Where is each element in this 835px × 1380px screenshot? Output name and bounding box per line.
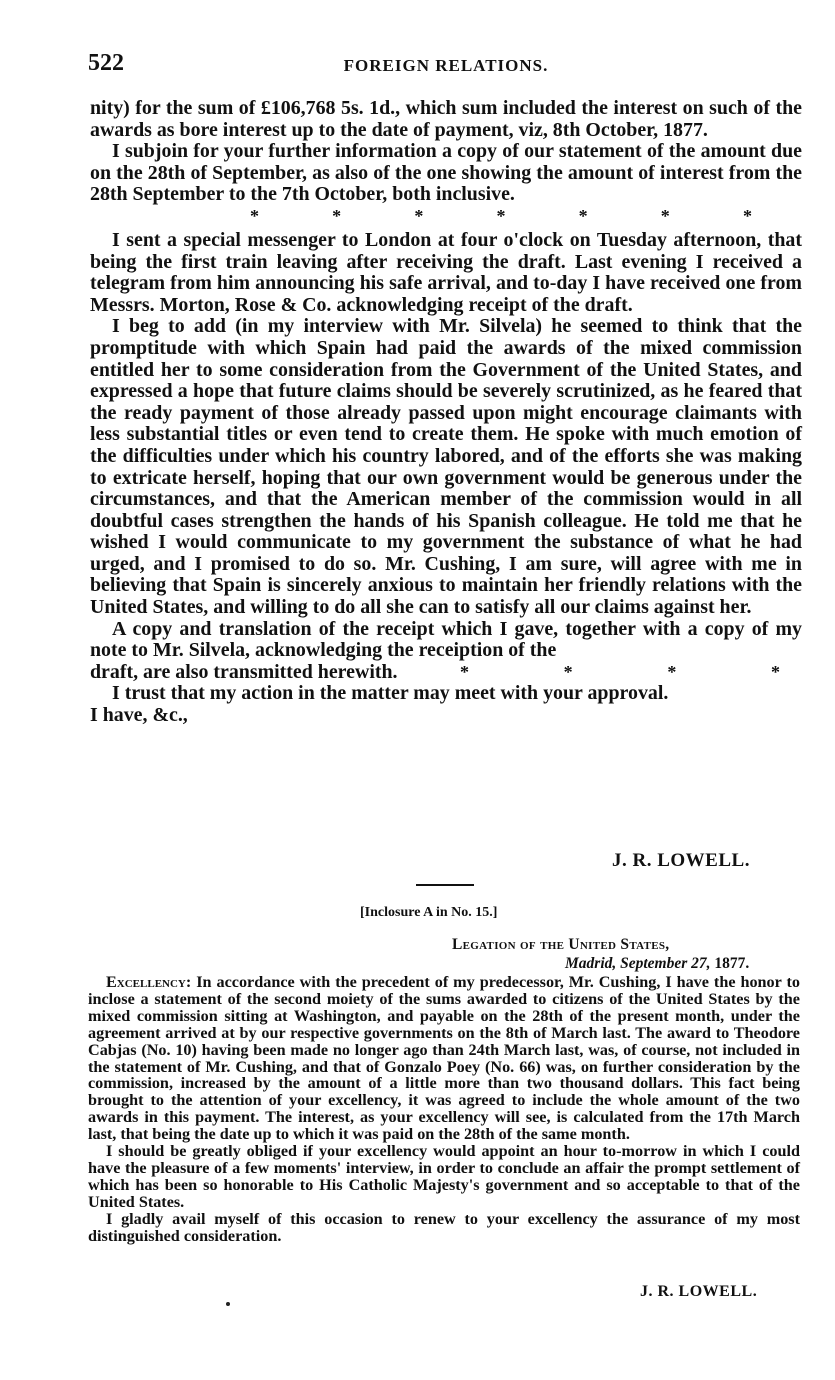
star-mark: * bbox=[414, 205, 424, 226]
section-divider bbox=[416, 884, 474, 886]
star-mark: * bbox=[496, 205, 506, 226]
paragraph: I sent a special messenger to London at four o'clock on Tuesday afternoon, that being the first train leaving after receiving the draft. Last evening I received a telegram from him announcing his safe arrival, and to-day I have received one from Messrs. Morton, Rose & Co. acknowledging receipt of the draft. bbox=[90, 228, 802, 316]
paragraph-last-line bbox=[90, 662, 802, 684]
paragraph: I gladly avail myself of this occasion to renew to your excellency the assurance of my most distinguished consideration. bbox=[88, 1209, 800, 1245]
star-mark: * bbox=[460, 661, 469, 682]
signature: J. R. LOWELL. bbox=[612, 850, 750, 871]
inclosure-letter bbox=[88, 974, 800, 1245]
star-mark: * bbox=[563, 661, 573, 682]
star-mark: * bbox=[660, 205, 670, 226]
paragraph: I subjoin for your further information a copy of our statement of the amount due on the 28th of September, as also of the one showing the amount of interest from the 28th September to the 7th October, both inclusive. bbox=[90, 140, 802, 206]
ellipsis-stars bbox=[460, 662, 802, 684]
year: 1877. bbox=[714, 955, 750, 972]
star-mark: * bbox=[332, 205, 342, 226]
page-header bbox=[88, 50, 804, 84]
star-mark: * bbox=[742, 205, 752, 226]
star-mark: * bbox=[770, 661, 780, 682]
legation-heading: Legation of the United States, bbox=[452, 936, 670, 953]
signature: J. R. LOWELL. bbox=[640, 1283, 758, 1300]
paragraph: nity) for the sum of £106,768 5s. 1d., which sum included the interest on such of the awards as bore interest up to the date of payment, viz, 8th October, 1877. bbox=[90, 97, 802, 141]
star-mark: * bbox=[578, 205, 588, 226]
paragraph: I beg to add (in my interview with Mr. Silvela) he seemed to think that the promptitude with which Spain had paid the awards of the mixed commission entitled her to some consideration from the Government of the United States, and expressed a hope that future claims should be severely scrutinized, as he feared that the ready payment of those already passed upon might encourage claimants with less substantial titles or even tend to create them. He spoke with much emotion of the difficulties under which his country labored, and of the efforts she was making to extricate herself, hoping that our own government would be generous under the circumstances, and that the American member of the commission would in all doubtful cases strengthen the hands of his Spanish colleague. He told me that he wished I would communicate to my government the substance of what he had urged, and I promised to do so. Mr. Cushing, I am sure, will agree with me in believing that Spain is sincerely anxious to maintain her friendly relations with the United States, and willing to do all she can to satisfy all our claims against her. bbox=[90, 315, 802, 619]
print-speck bbox=[226, 1302, 230, 1306]
dateline bbox=[565, 955, 749, 973]
running-head: FOREIGN RELATIONS. bbox=[343, 56, 549, 75]
closing-line: I have, &c., bbox=[90, 704, 188, 727]
paragraph: I trust that my action in the matter may meet with your approval. bbox=[112, 682, 669, 705]
star-mark: * bbox=[667, 661, 677, 682]
ellipsis-stars bbox=[90, 206, 802, 225]
main-text bbox=[90, 98, 802, 727]
inclosure-heading: [Inclosure A in No. 15.] bbox=[360, 905, 498, 920]
paragraph: A copy and translation of the receipt which I gave, together with a copy of my note to Mr. Silvela, acknowledging the receiption of the bbox=[90, 617, 802, 662]
paragraph bbox=[88, 974, 800, 1143]
paragraph: I should be greatly obliged if your excellency would appoint an hour to-morrow in which I could have the pleasure of a few moments' interview, in order to conclude an affair the prompt settlement of which has been so honorable to His Catholic Majesty's government and so acceptable to that of the United States. bbox=[88, 1142, 800, 1211]
place-date: Madrid, September 27, bbox=[565, 955, 711, 972]
paragraph-text: : In accordance with the precedent of my predecessor, Mr. Cushing, I have the honor to inclose a statement of the second moiety of the sums awarded to citizens of the United States by the mixed commission sitting at Washington, and payable on the 28th of the present month, under the agreement arrived at by our respective governments on the 8th of March last. The award to Theodore Cabjas (No. 10) having been made no longer ago than 24th March last, was, of course, not included in the statement of Mr. Cushing, and that of Gonzalo Poey (No. 66) was, on further consideration by the commission, increased by the amount of a little more than two thousand dollars. This fact being brought to the attention of your excellency, it was agreed to include the whole amount of the two awards in this payment. The interest, as your excellency will see, is calculated from the 17th March last, that being the date up to which it was paid on the 28th of the same month. bbox=[88, 973, 800, 1144]
paragraph-tail: draft, are also transmitted herewith. bbox=[90, 660, 398, 683]
page-number: 522 bbox=[88, 50, 124, 76]
star-mark: * bbox=[250, 205, 259, 226]
salutation: Excellency bbox=[106, 973, 186, 991]
